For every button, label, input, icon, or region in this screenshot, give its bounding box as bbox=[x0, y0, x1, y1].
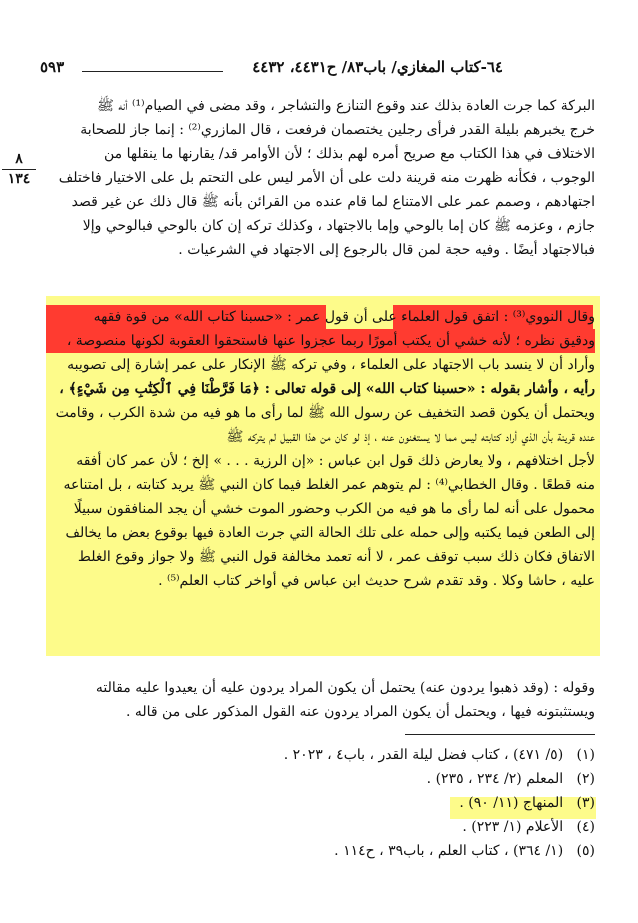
text-line: محمول على أنه لما رأى ما هو فيه من الكرب وحضور الموت خشي أن يجد المنافقون سبيلًا bbox=[73, 501, 595, 517]
footnote-text: (١/ ٣٦٤) ، كتاب العلم ، باب٣٩ ، ح١١٤ . bbox=[334, 843, 564, 859]
footnote-number: (٣) bbox=[576, 795, 595, 811]
text-line: وقوله : (وقد ذهبوا يردون عنه) يحتمل أن يكون المراد يردون عليه أن يعيدوا عليه مقالته bbox=[95, 680, 595, 696]
text-line: وأراد أن لا ينسد باب الاجتهاد على العلماء ، وفي تركه ﷺ الإنكار على عمر إشارة إلى تصويبه bbox=[67, 357, 595, 373]
footnote bbox=[300, 767, 595, 791]
text-line: الوجوب ، فكأنه ظهرت منه قرينة دلت على أن الأمر ليس على التحتم بل على الاختيار فاختلف bbox=[58, 170, 595, 186]
paragraph-1 bbox=[40, 94, 595, 262]
text-line: فبالاجتهاد أيضًا . وفيه حجة لمن قال بالرجوع إلى الاجتهاد في الشرعيات . bbox=[178, 242, 595, 258]
text-line: ويحتمل أن يكون قصد التخفيف عن رسول الله ﷺ لما رأى ما هو فيه من شدة الكرب ، وقامت bbox=[55, 405, 595, 421]
text-line-quran: رأيه ، وأشار بقوله : «حسبنا كتاب الله» إلى قوله تعالى : ﴿مَا فَرَّطْنَا فِي ٱلْكِتَٰبِ مِن شَيْءٍ﴾ ، bbox=[59, 381, 595, 397]
footnote bbox=[283, 743, 595, 767]
footnote-number: (١) bbox=[576, 747, 595, 763]
text-line: خرج يخبرهم بليلة القدر فرأى رجلين يختصمان فرفعت ، قال المازري⁽²⁾ : إنما جاز للصحابة bbox=[80, 122, 595, 138]
text-line: وقال النووي⁽³⁾ : اتفق قول العلماء على أن قول عمر : «حسبنا كتاب الله» من قوة فقهه bbox=[93, 309, 595, 325]
text-line: لأجل اختلافهم ، ولا يعارض ذلك قول ابن عباس : «إن الرزية . . . » إلخ ؛ لأن عمر كان أفقه bbox=[76, 453, 595, 469]
text-line: البركة كما جرت العادة بذلك عند وقوع التنازع والتشاجر ، وقد مضى في الصيام⁽¹⁾ أنه ﷺ bbox=[97, 98, 595, 114]
text-line: عنده قرينة بأن الذي أراد كتابته ليس مما لا يستغنون عنه ، إذ لو كان من هذا القبيل لم يتركه ﷺ bbox=[226, 429, 595, 445]
footnote-text: الأعلام (١/ ٢٢٣) . bbox=[462, 819, 564, 835]
footnote-text: (٥/ ٤٧١) ، كتاب فضل ليلة القدر ، باب٤ ، ٢٠٢٣ . bbox=[283, 747, 564, 763]
footnote bbox=[300, 815, 595, 839]
text-line: منه قطعًا . وقال الخطابي⁽⁴⁾ : لم يتوهم عمر الغلط فيما كان النبي ﷺ يريد كتابته ، بل امتناعه bbox=[63, 477, 595, 493]
footnote-rule bbox=[405, 734, 595, 735]
footnote bbox=[300, 791, 595, 815]
text-line: إلى الطعن فيما يكتبه وإلى حمله على تلك الحالة التي جرت العادة فيها بوقوع بعض ما يخالف bbox=[65, 525, 595, 541]
page-number: ٥٩٣ bbox=[40, 58, 65, 76]
text-line: ويستثبتونه فيها ، ويحتمل أن يكون المراد يردون عنه القول المذكور على من قاله . bbox=[125, 704, 595, 720]
running-header bbox=[40, 58, 595, 82]
text-line: الاختلاف في هذا الكتاب مع صريح أمره لهم بذلك ؛ لأن الأوامر قد/ يقارنها ما ينقلها من bbox=[104, 146, 595, 162]
margin-ref-top: ٨ bbox=[15, 151, 23, 167]
chapter-title: ٦٤-كتاب المغازي/ باب٨٣/ ح٤٤٣١، ٤٤٣٢ bbox=[252, 58, 503, 76]
header-rule bbox=[82, 71, 223, 72]
footnote-number: (٢) bbox=[576, 771, 595, 787]
text-line: ودقيق نظره ؛ لأنه خشي أن يكتب أمورًا ربما عجزوا عنها فاستحقوا العقوبة لكونها منصوصة ، bbox=[66, 333, 595, 349]
footnote bbox=[300, 839, 595, 863]
footnote-text: المعلم (٢/ ٢٣٤ ، ٢٣٥) . bbox=[426, 771, 564, 787]
margin-ref-bottom: ١٣٤ bbox=[7, 171, 31, 187]
text-line: اجتهادهم ، وصمم عمر على الامتناع لما قام عنده من القرائن بأنه ﷺ قال ذلك عن غير قصد bbox=[71, 194, 595, 210]
text-line: الاتفاق فكان ذلك سبب توقف عمر ، لا أنه تعمد مخالفة قول النبي ﷺ ولا جواز وقوع الغلط bbox=[77, 549, 595, 565]
footnote-text: المنهاج (١١/ ٩٠) . bbox=[459, 795, 564, 811]
footnote-number: (٤) bbox=[576, 819, 595, 835]
margin-reference bbox=[2, 152, 36, 187]
footnote-number: (٥) bbox=[576, 843, 595, 859]
text-line: عليه ، حاشا وكلا . وقد تقدم شرح حديث ابن عباس في أواخر كتاب العلم⁽⁵⁾ . bbox=[158, 573, 595, 589]
paragraph-3 bbox=[40, 676, 595, 724]
paragraph-2-highlighted bbox=[40, 305, 595, 593]
margin-ref-divider bbox=[2, 169, 36, 170]
text-line: جازم ، وعزمه ﷺ كان إما بالوحي وإما بالاجتهاد ، وكذلك تركه إن كان بالوحي فبالوحي وإلا bbox=[82, 218, 595, 234]
footnotes bbox=[283, 743, 595, 863]
